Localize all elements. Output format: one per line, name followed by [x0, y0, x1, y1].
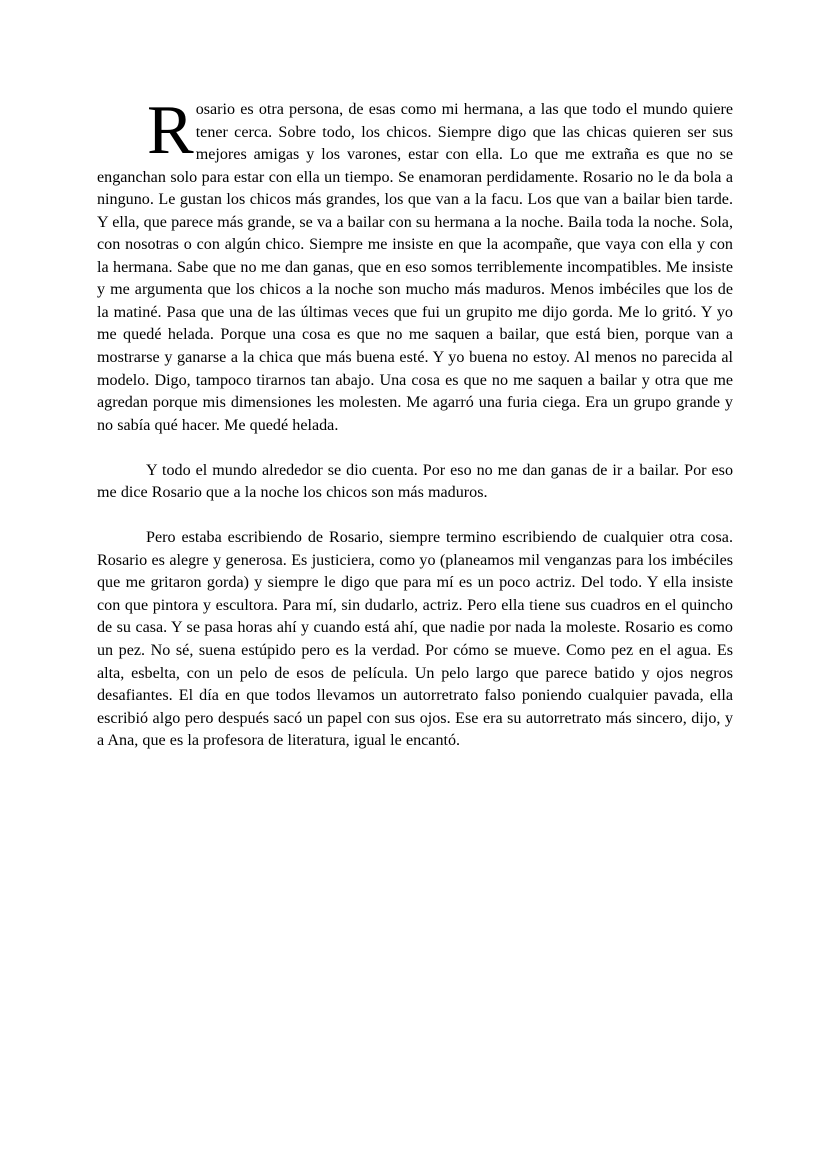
paragraph-1-text: osario es otra persona, de esas como mi hermana, a las que todo el mundo quiere tener cerca. Sobre todo, los chicos. Siempre digo que las chicas quieren ser sus mejores amigas y los varones, estar con ella. Lo que me extraña es que no se enganchan solo para estar con ella un tiempo. Se enamoran perdidamente. Rosario no le da bola a ninguno. Le gustan los chicos más grandes, los que van a la facu. Los que van a bailar bien tarde. Y ella, que parece más grande, se va a bailar con su hermana a la noche. Baila toda la noche. Sola, con nosotras o con algún chico. Siempre me insiste en que la acompañe, que vaya con ella y con la hermana. Sabe que no me dan ganas, que en eso somos terriblemente incompatibles. Me insiste y me argumenta que los chicos a la noche son mucho más maduros. Menos imbéciles que los de la matiné. Pasa que una de las últimas veces que fui un grupito me dijo gorda. Me lo gritó. Y yo me quedé helada. Porque una cosa es que no me saquen a bailar, que está bien, porque van a mostrarse y ganarse a la chica que más buena esté. Y yo buena no estoy. Al menos no parecida al modelo. Digo, tampoco tirarnos tan abajo. Una cosa es que no me saquen a bailar y otra que me agredan porque mis dimensiones les molesten. Me agarró una furia ciega. Era un grupo grande y no sabía qué hacer. Me quedé helada. — [97, 101, 733, 434]
drop-cap-letter: R — [147, 92, 194, 169]
paragraph-2: Y todo el mundo alrededor se dio cuenta. Por eso no me dan ganas de ir a bailar. Por eso me dice Rosario que a la noche los chicos son más maduros. — [97, 461, 733, 502]
paragraph-3: Pero estaba escribiendo de Rosario, siempre termino escribiendo de cualquier otra cosa. Rosario es alegre y generosa. Es justiciera, como yo (planeamos mil venganzas para los imbéciles que me gritaron gorda) y siempre le digo que para mí es un poco actriz. Del todo. Y ella insiste con que pintora y escultora. Para mí, sin dudarlo, actriz. Pero ella tiene sus cuadros en el quincho de su casa. Y se pasa horas ahí y cuando está ahí, que nadie por nada la moleste. Rosario es como un pez. No sé, suena estúpido pero es la verdad. Por cómo se mueve. Como pez en el agua. Es alta, esbelta, con un pelo de esos de película. Un pelo largo que parece batido y ojos negros desafiantes. El día en que todos llevamos un autorretrato falso poniendo cualquier pavada, ella escribió algo pero después sacó un papel con sus ojos. Ese era su autorretrato más sincero, dijo, y a Ana, que es la profesora de literatura, igual le encantó. — [97, 529, 733, 750]
paragraph-1 — [97, 92, 733, 437]
body-text-block — [97, 92, 733, 753]
